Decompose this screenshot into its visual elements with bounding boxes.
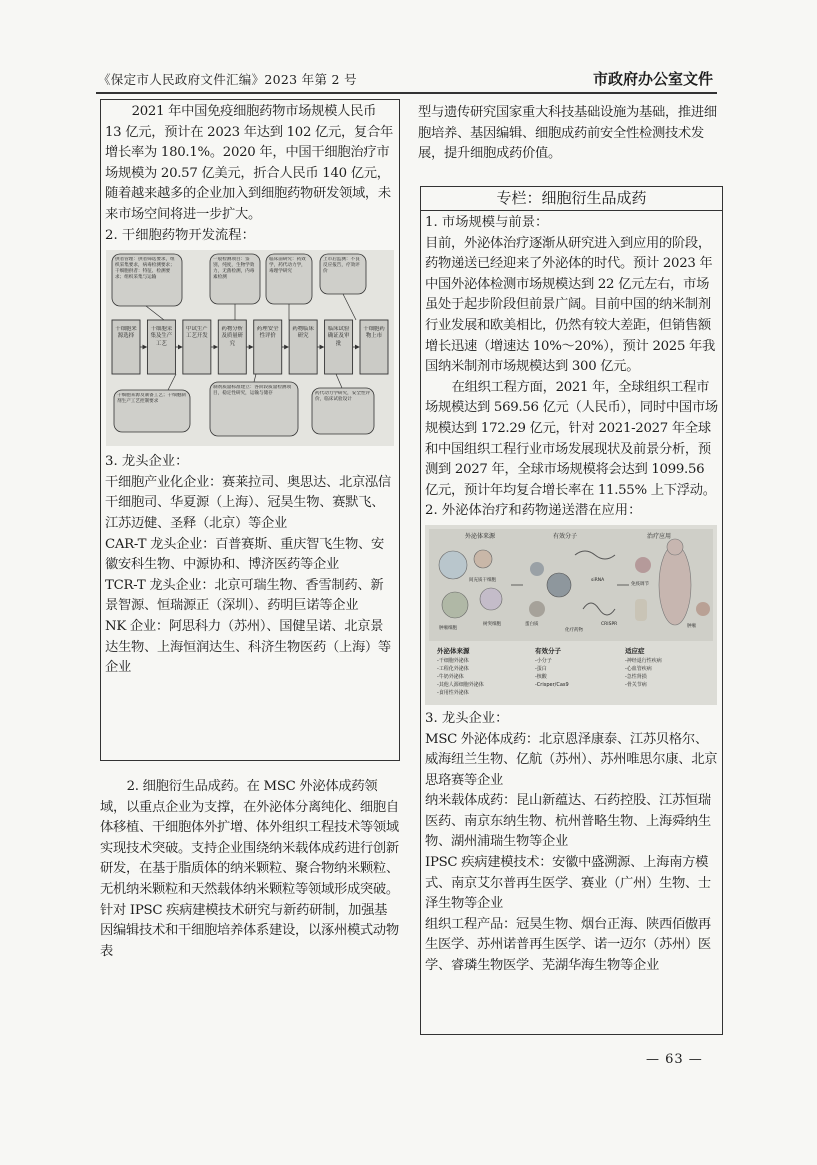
figure-heading: 2. 外泌体治疗和药物递送潜在应用： <box>425 503 642 519</box>
right-leader-item-4: 组织工程产品：冠昊生物、烟台正海、陕西佰傲再生医学、苏州诺普再生医学、诺一迈尔（苏州）医学、睿璘生物医学、芜湖华海生物等企业 <box>425 916 711 974</box>
left-leader-item-4: NK 企业：阿思科力（苏州）、国健呈诺、北京景达生物、上海恒润达生、科济生物医药（上海）等企业 <box>105 618 391 676</box>
left-intro: 2021 年中国免疫细胞药物市场规模人民币 13 亿元，预计在 2023 年达到 102 亿元，复合年增长率为 180.1%。2020 年，中国干细胞治疗市场规模为 20.57 亿美元，折合人民币 140 亿元，随着越来越多的企业加入到细胞药物研发领域，未来市场空间将进一步扩大。 <box>105 104 394 222</box>
legend-molecules-title: 有效分子 <box>535 646 561 655</box>
legend-indications-item: -神经退行性疾病 <box>625 657 662 664</box>
legend-sources-item: -牛奶外泌体 <box>437 673 464 680</box>
cell-icon <box>439 551 467 579</box>
legend-sources-item: -其他人源细胞外泌体 <box>437 681 484 688</box>
special-column-box <box>420 186 723 1035</box>
legend-sources-item: -食用性外泌体 <box>437 689 469 696</box>
molecule-icon <box>529 601 545 617</box>
figure-top-label-2: 有效分子 <box>553 532 578 540</box>
figure-inner-label: siRNA <box>591 577 605 583</box>
market-heading: 1. 市场规模与前景： <box>425 215 549 230</box>
molecule-icon <box>530 562 544 576</box>
cell-icon <box>442 592 468 618</box>
flow-step-label: 干细胞来源选择 <box>115 326 137 340</box>
legend-indications-item: -急性肾损 <box>625 673 647 680</box>
legend-indications-item: -心血管疾病 <box>625 665 652 672</box>
exosome-application-figure <box>425 525 717 705</box>
derivative-drug-paragraph: 2. 细胞衍生品成药。在 MSC 外泌体成药领域，以重点企业为支撑，在外泌体分离纯化、细胞自体移植、干细胞体外扩增、体外组织工程技术等领域实现技术突破。支持企业围绕纳米载体成药进行创新研发，在基于脂质体的纳米颗粒、聚合物纳米颗粒、无机纳米颗粒和天然载体纳米颗粒等领域形成突破。针对 IPSC 疾病建模技术研究与新药研制，加强基因编辑技术和干细胞培养体系建设，以涿州模式动物表 <box>100 779 399 959</box>
right-leader-item-3: IPSC 疾病建模技术：安徽中盛溯源、上海南方模式、南京艾尔普再生医学、赛业（广州）生物、士泽生物等企业 <box>425 855 711 912</box>
figure-inner-label: CRISPR <box>601 621 618 627</box>
legend-molecules-item: -核酸 <box>535 673 547 680</box>
legend-indications-item: -骨关节病 <box>625 681 647 688</box>
header-rule <box>96 92 717 94</box>
head-icon <box>667 539 683 555</box>
legend-molecules-item: -小分子 <box>535 657 552 664</box>
legend-sources-item: -干细胞外泌体 <box>437 657 469 664</box>
legend-sources-title: 外泌体来源 <box>437 646 470 655</box>
special-column-title: 专栏：细胞衍生品成药 <box>421 187 722 211</box>
right-top-text <box>418 103 720 165</box>
cell-icon <box>480 588 502 610</box>
exosome-icon <box>547 573 571 597</box>
left-leader-item-3: TCR-T 龙头企业：北京可瑞生物、香雪制药、新景智源、恒瑞源正（深圳）、药明巨诺等企业 <box>105 577 384 614</box>
left-leader-item-2: CAR-T 龙头企业：百普赛斯、重庆智飞生物、安徽安科生物、中源协和、博济医药等企业 <box>105 536 385 573</box>
legend-molecules-item: -蛋白 <box>535 665 547 672</box>
left-leader-item-1: 干细胞产业化企业：赛莱拉司、奥思达、北京泓信干细胞司、华夏源（上海）、冠昊生物、赛默飞、江苏迈健、圣释（北京）等企业 <box>105 474 391 531</box>
flow-step-label: 药物分析及质量研究 <box>221 326 244 347</box>
page-number: — 63 — <box>646 1052 703 1067</box>
stem-cell-flowchart: 供者管理：供者筛选要求，组织采集要求，病毒检测要求；干细胞供者：特征、检测要求；组织采集与运输 一般检测项目：鉴别，纯度，生物学效力，无菌检测，内毒素检测 临床前研究：药效学，药代动力学，毒理学研究 上市后监测：不良反应报告，疗效评价 干细胞来源选择干细胞采集及生产工艺中试生产工艺开发药物分析及质量研究药理安全性评价药物临床研究临床试验确证及审批干细胞药物上市 干细胞来源及制备工艺；干细胞制剂生产工艺控制要求 制剂质量标准建立：各阶段质量检测项目，稳定性研究，运输与储存 药代动力学研究，安全性评价，临床试验设计 <box>106 250 394 446</box>
figure-inner-label: 蛋白质 <box>525 621 539 627</box>
flow-step-label: 药理安全性评价 <box>256 326 279 340</box>
human-body-icon <box>659 545 691 625</box>
bone-icon <box>635 599 647 621</box>
cell-icon <box>474 550 492 568</box>
market-paragraph-2: 在组织工程方面，2021 年，全球组织工程市场规模达到 569.56 亿元（人民币），同时中国市场规模达到 172.29 亿元，针对 2021-2027 年全球和中国组织工程行业市场发展现状及前景分析，预测到 2027 年，全球市场规模将会达到 1099.56 亿元，预计年均复合增长率在 11.55% 上下浮动。 <box>425 379 718 498</box>
figure-inner-label: 肿瘤细胞 <box>439 625 457 631</box>
figure-inner-label: 肿瘤 <box>687 623 696 629</box>
running-header-office: 市政府办公室文件 <box>592 70 713 88</box>
figure-inner-label: 化疗药物 <box>565 627 583 633</box>
flow-step-label: 干细胞药物上市 <box>363 326 385 340</box>
right-leaders-heading: 3. 龙头企业： <box>425 710 509 726</box>
figure-inner-label: 免疫调节 <box>631 581 649 587</box>
continuation-paragraph: 型与遗传研究国家重大科技基础设施为基础，推进细胞培养、基因编辑、细胞成药前安全性检测技术发展，提升细胞成药价值。 <box>418 105 717 162</box>
figure-top-label-1: 外泌体来源 <box>465 532 496 540</box>
flow-step-label: 临床试验确证及审批 <box>327 326 350 347</box>
figure-inner-label: 间充质干细胞 <box>469 577 496 583</box>
legend-sources-item: -工程化外泌体 <box>437 665 469 672</box>
running-header-title: 《保定市人民政府文件汇编》2023 年第 2 号 <box>98 72 357 87</box>
flow-step-label: 药物临床研究 <box>292 326 314 340</box>
flow-step-label: 中试生产工艺开发 <box>186 326 208 340</box>
legend-indications-title: 适应症 <box>625 646 645 655</box>
organ-icon <box>696 602 710 616</box>
right-leader-item-1: MSC 外泌体成药：北京恩泽康泰、江苏贝格尔、威海纽兰生物、亿航（苏州）、苏州唯思尔康、北京思珞赛等企业 <box>425 731 718 788</box>
right-leader-item-2: 纳米载体成药：昆山新蕴达、石药控股、江苏恒瑞医药、南京东纳生物、杭州普略生物、上海舜纳生物、湖州浦瑞生物等企业 <box>425 793 711 850</box>
left-body-text <box>100 777 400 962</box>
legend-molecules-item: -Crisper/Cas9 <box>535 681 569 688</box>
left-leaders-heading: 3. 龙头企业： <box>105 454 189 470</box>
figure-top-label-3: 治疗应用 <box>647 532 672 540</box>
left-column-box <box>100 99 400 761</box>
figure-inner-label: 树突细胞 <box>483 621 501 627</box>
flow-step-label: 干细胞采集及生产工艺 <box>150 326 173 347</box>
market-paragraph-1: 目前，外泌体治疗逐渐从研究进入到应用的阶段，药物递送已经迎来了外泌体的时代。预计 2023 年中国外泌体检测市场规模达到 22 亿元左右，市场虽处于起步阶段但前景广阔。目前中国的纳米制剂行业发展和欧美相比，仍然有较大差距，但销售额增长迅速（增速达 10%～20%），预计 2025 年我国纳米制剂市场规模达到 300 亿元。 <box>425 235 716 375</box>
organ-icon <box>635 557 651 573</box>
flow-heading: 2. 干细胞药物开发流程： <box>105 227 255 243</box>
